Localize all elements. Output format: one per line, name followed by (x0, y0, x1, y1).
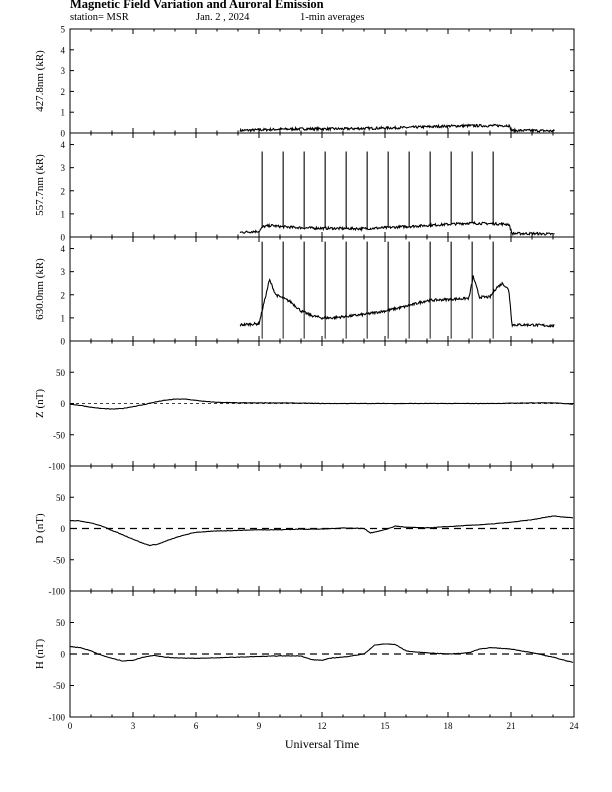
series-line (70, 516, 573, 546)
x-tick-label: 12 (317, 721, 327, 731)
y-tick-label: 3 (60, 163, 65, 174)
station-label: station= MSR (70, 12, 129, 23)
x-tick-label: 15 (380, 721, 390, 731)
series-line (240, 222, 554, 235)
date-label: Jan. 2 , 2024 (196, 12, 250, 23)
y-tick-label: 50 (56, 367, 65, 378)
y-tick-label: -50 (53, 555, 65, 566)
y-axis-label: D (nT) (34, 513, 46, 544)
y-tick-label: 1 (60, 209, 65, 220)
y-tick-label: 0 (60, 232, 65, 243)
y-tick-label: -100 (48, 586, 65, 597)
x-tick-label: 6 (193, 721, 199, 731)
y-tick-label: 1 (60, 107, 65, 118)
y-tick-label: 2 (60, 86, 65, 97)
y-tick-label: 0 (60, 399, 65, 409)
y-tick-label: 50 (56, 618, 65, 628)
series-line (70, 399, 573, 409)
y-tick-label: 4 (60, 244, 65, 255)
x-axis-title: Universal Time (284, 737, 360, 751)
y-axis-label: H (nT) (34, 638, 46, 670)
y-tick-label: -100 (48, 461, 65, 472)
page-title: Magnetic Field Variation and Auroral Emission (70, 0, 324, 11)
y-tick-label: 4 (60, 140, 65, 151)
y-tick-label: 0 (60, 128, 65, 139)
averaging-label: 1-min averages (300, 12, 365, 23)
y-axis-label: 427.8nm (kR) (34, 50, 46, 112)
y-tick-label: -50 (53, 430, 65, 441)
x-tick-label: 9 (256, 721, 262, 731)
x-tick-label: 21 (506, 721, 516, 731)
y-tick-label: 3 (60, 267, 65, 278)
y-tick-label: 0 (60, 524, 65, 534)
x-tick-label: 3 (130, 721, 136, 731)
panel-frame (70, 237, 574, 341)
x-tick-label: 0 (67, 721, 73, 731)
y-tick-label: 2 (60, 290, 65, 301)
y-tick-label: 0 (60, 649, 65, 660)
y-axis-label: 630.0nm (kR) (34, 258, 46, 320)
y-tick-label: -100 (48, 712, 65, 723)
panel-frame (70, 133, 574, 237)
panel-frame (70, 29, 574, 133)
y-tick-label: 4 (60, 45, 65, 56)
series-line (240, 276, 554, 327)
series-line (70, 644, 573, 663)
series-line (240, 125, 554, 132)
y-tick-label: 5 (60, 24, 65, 35)
y-tick-label: 50 (56, 492, 65, 503)
y-tick-label: 0 (60, 336, 65, 347)
x-tick-label: 18 (443, 721, 453, 731)
y-tick-label: 1 (60, 313, 65, 324)
y-tick-label: 2 (60, 186, 65, 197)
y-tick-label: 3 (60, 66, 65, 77)
y-axis-label: 557.7nm (kR) (34, 154, 46, 216)
y-tick-label: -50 (53, 681, 65, 691)
x-tick-label: 24 (569, 721, 579, 731)
y-axis-label: Z (nT) (34, 388, 46, 419)
